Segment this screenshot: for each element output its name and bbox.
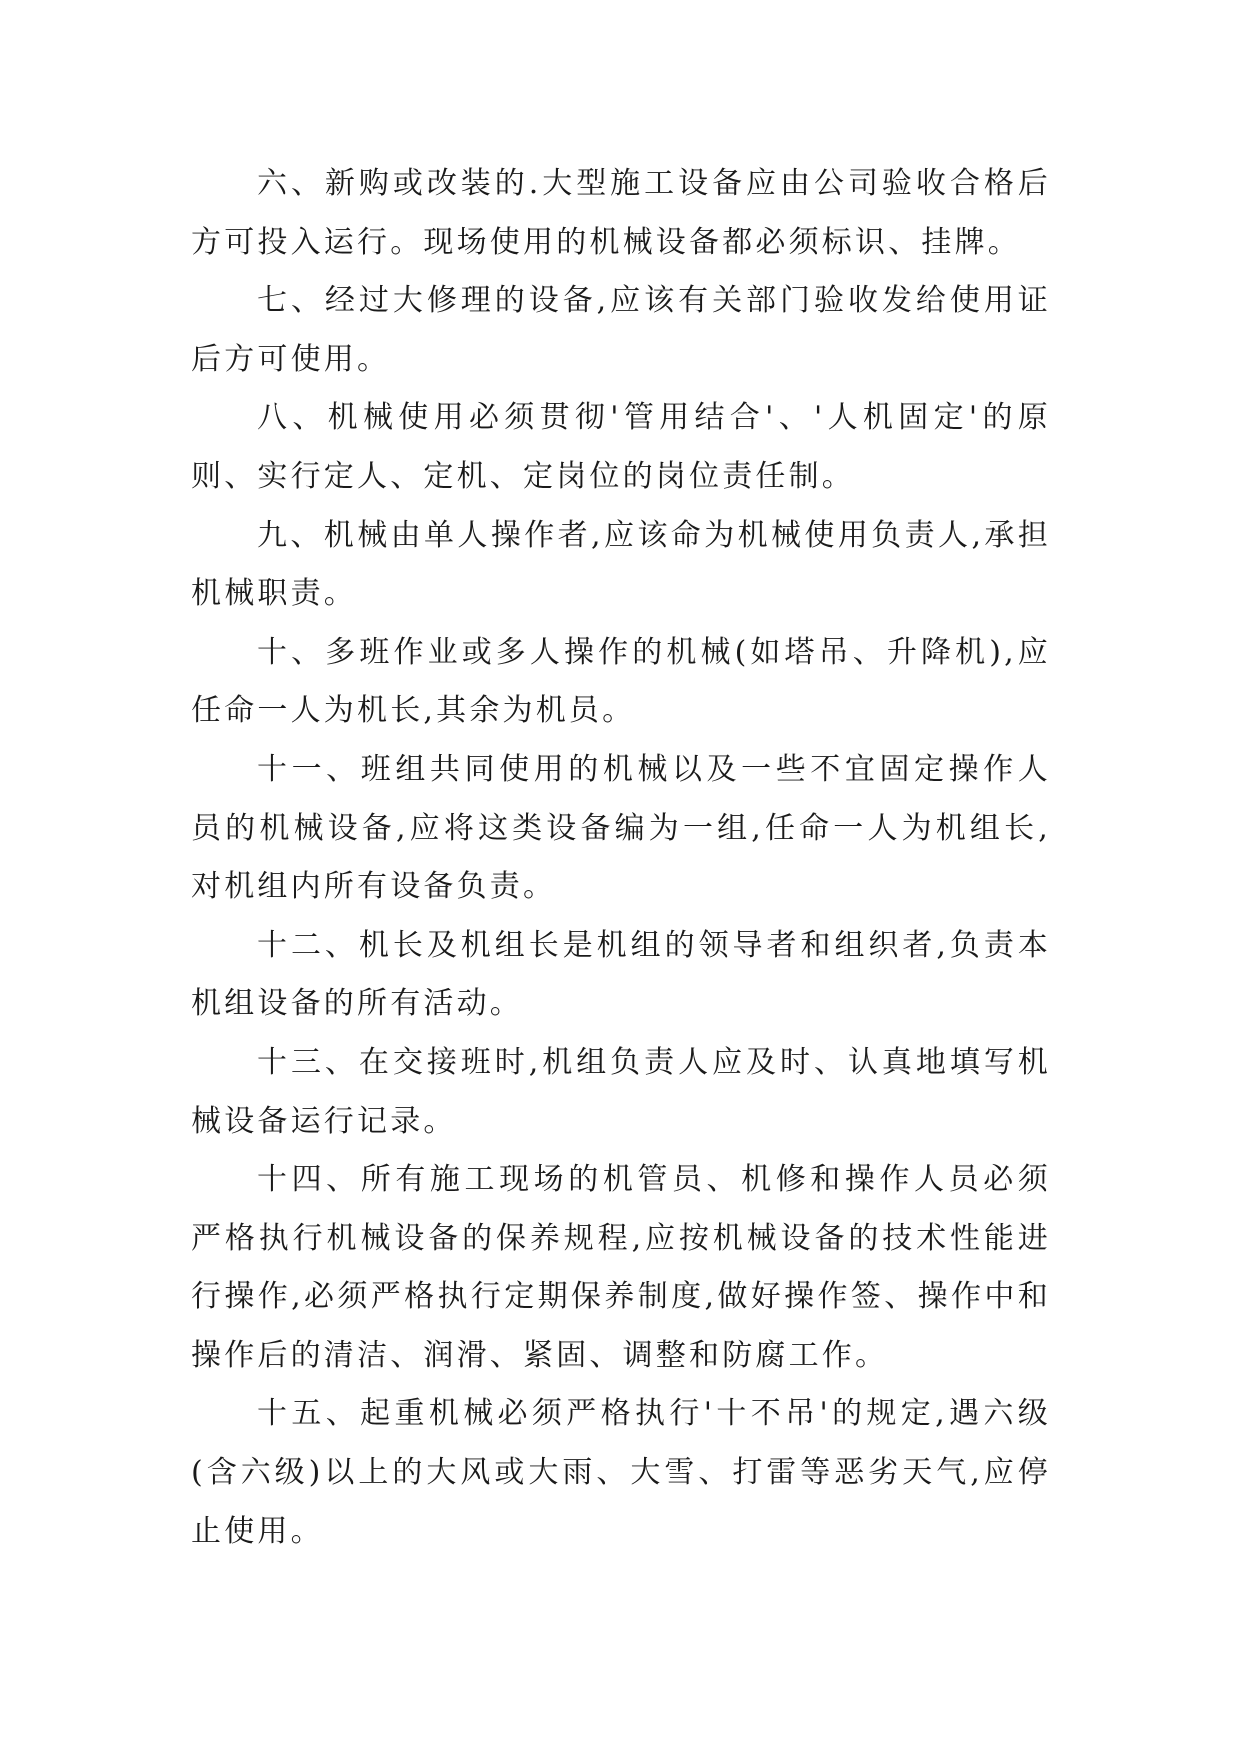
paragraph-15: 十五、起重机械必须严格执行'十不吊'的规定,遇六级(含六级)以上的大风或大雨、大雪、打雷等恶劣天气,应停止使用。	[191, 1396, 1051, 1549]
document-page	[191, 155, 1051, 1561]
paragraph-13: 十三、在交接班时,机组负责人应及时、认真地填写机械设备运行记录。	[191, 1044, 1051, 1139]
paragraph-14: 十四、所有施工现场的机管员、机修和操作人员必须严格执行机械设备的保养规程,应按机械设备的技术性能进行操作,必须严格执行定期保养制度,做好操作签、操作中和操作后的清洁、润滑、紧固、调整和防腐工作。	[191, 1162, 1051, 1373]
paragraph-11: 十一、班组共同使用的机械以及一些不宜固定操作人员的机械设备,应将这类设备编为一组,任命一人为机组长,对机组内所有设备负责。	[191, 751, 1051, 905]
paragraph-10: 十、多班作业或多人操作的机械(如塔吊、升降机),应任命一人为机长,其余为机员。	[191, 634, 1051, 729]
paragraph-7: 七、经过大修理的设备,应该有关部门验收发给使用证后方可使用。	[191, 283, 1051, 377]
paragraph-6: 六、新购或改装的.大型施工设备应由公司验收合格后方可投入运行。现场使用的机械设备都必须标识、挂牌。	[191, 166, 1051, 260]
paragraph-12: 十二、机长及机组长是机组的领导者和组织者,负责本机组设备的所有活动。	[191, 927, 1051, 1022]
paragraph-9: 九、机械由单人操作者,应该命为机械使用负责人,承担机械职责。	[191, 517, 1051, 612]
paragraph-8: 八、机械使用必须贯彻'管用结合'、'人机固定'的原则、实行定人、定机、定岗位的岗位责任制。	[191, 400, 1051, 494]
